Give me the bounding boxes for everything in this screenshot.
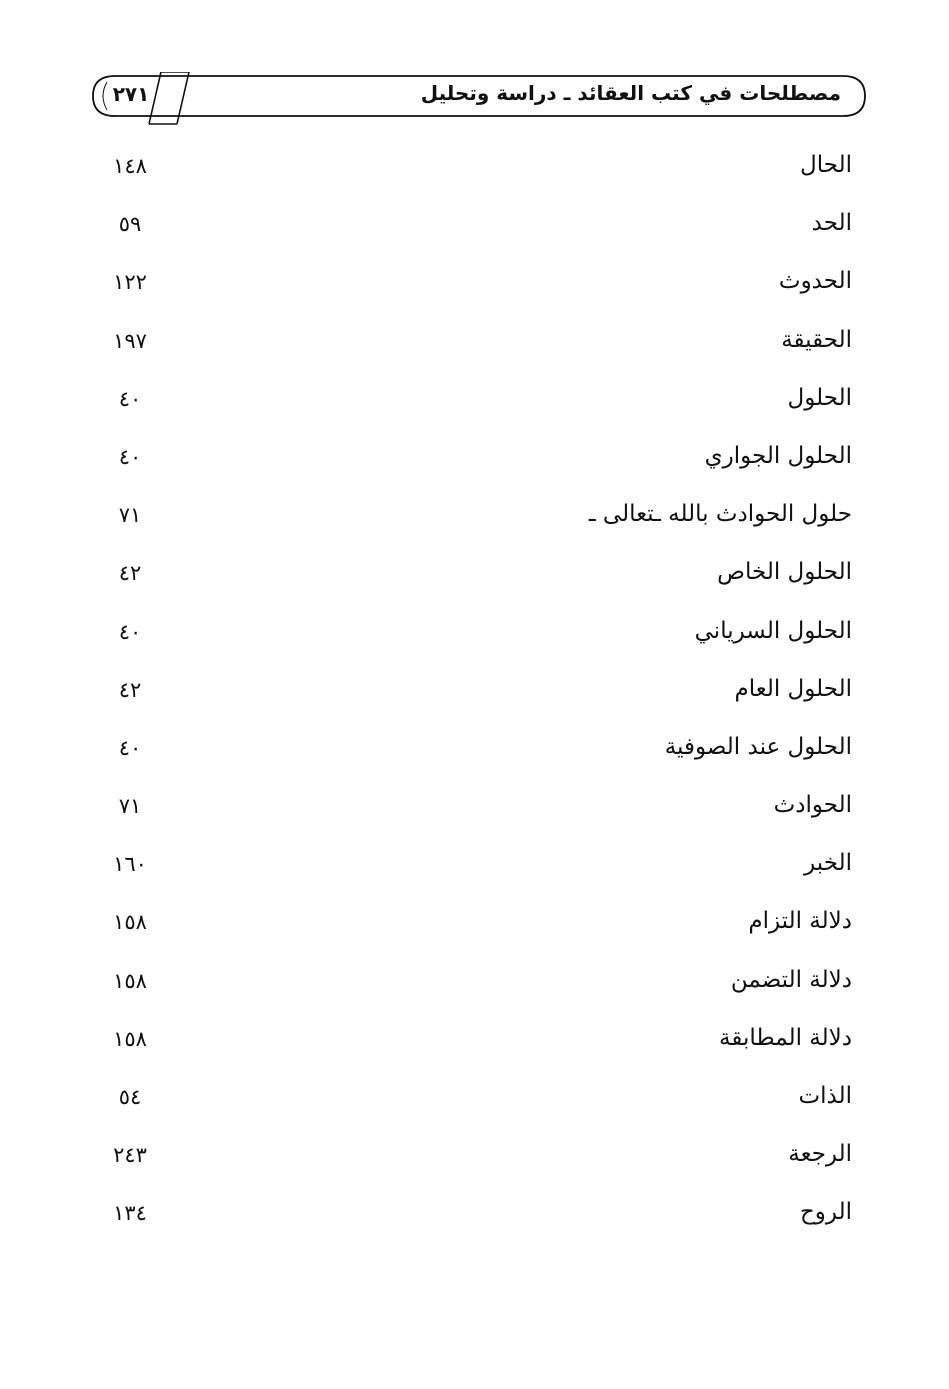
index-entry <box>95 724 860 782</box>
index-term: الحلول الجواري <box>704 442 852 469</box>
index-entry <box>95 142 860 200</box>
index-entry <box>95 782 860 840</box>
page-header <box>85 72 867 120</box>
index-term: الرجعة <box>788 1141 852 1168</box>
index-term: دلالة المطابقة <box>719 1024 852 1051</box>
index-term: الحلول العام <box>734 675 852 702</box>
index-page-ref: ٤٠ <box>118 444 142 469</box>
index-page-ref: ٧١ <box>118 503 142 528</box>
index-page-ref: ٤٠ <box>118 386 142 411</box>
index-term: الروح <box>799 1199 852 1226</box>
index-page-ref: ٤٠ <box>118 619 142 644</box>
index-page-ref: ١٦٠ <box>113 852 147 877</box>
index-entry <box>95 200 860 258</box>
index-entry <box>95 1131 860 1189</box>
index-term: الحوادث <box>773 792 852 819</box>
index-entry <box>95 375 860 433</box>
running-title: مصطلحات في كتب العقائد ـ دراسة وتحليل <box>420 81 841 105</box>
index-page-ref: ٤٠ <box>118 735 142 760</box>
index-term: الحلول الخاص <box>717 559 852 586</box>
index-entry <box>95 1073 860 1131</box>
index-page-ref: ١٥٨ <box>113 1026 147 1051</box>
index-term: الحلول عند الصوفية <box>664 733 852 760</box>
index-entry <box>95 491 860 549</box>
index-term: الحلول السرياني <box>694 617 852 644</box>
index-page-ref: ١٥٨ <box>113 910 147 935</box>
index-term: الحدوث <box>778 268 852 295</box>
index-entry <box>95 608 860 666</box>
index-page-ref: ٢٤٣ <box>113 1143 147 1168</box>
index-term: الحقيقة <box>781 326 852 353</box>
index-page-ref: ١٩٧ <box>113 328 147 353</box>
index-term: الحلول <box>787 384 852 411</box>
index-entry <box>95 433 860 491</box>
index-page-ref: ٥٤ <box>118 1085 142 1109</box>
index-entry <box>95 317 860 375</box>
index-entry <box>95 549 860 607</box>
index-term: الحد <box>811 210 852 237</box>
index-term: الذات <box>798 1083 852 1109</box>
index-page-ref: ١٤٨ <box>113 154 147 178</box>
index-page-ref: ١٥٨ <box>113 968 147 993</box>
index-entry <box>95 898 860 956</box>
index-page-ref: ٥٩ <box>118 212 142 237</box>
index-entry <box>95 1015 860 1073</box>
index-page-ref: ١٣٤ <box>113 1201 147 1226</box>
index-entry <box>95 840 860 898</box>
index-entry <box>95 1189 860 1247</box>
index-entry <box>95 957 860 1015</box>
index-page-ref: ١٢٢ <box>113 270 147 295</box>
index-page-ref: ٧١ <box>118 794 142 819</box>
index-term: دلالة التزام <box>748 908 852 935</box>
index-entry <box>95 258 860 316</box>
index-term: الحال <box>800 152 852 178</box>
index-list <box>95 142 860 1248</box>
index-page-ref: ٤٢ <box>118 677 142 702</box>
index-entry <box>95 666 860 724</box>
index-term: الخبر <box>804 850 852 877</box>
index-term: حلول الحوادث بالله ـتعالى ـ <box>588 501 852 528</box>
page-number: ٢٧١ <box>112 82 150 106</box>
index-page-ref: ٤٢ <box>118 561 142 586</box>
index-term: دلالة التضمن <box>730 966 852 993</box>
